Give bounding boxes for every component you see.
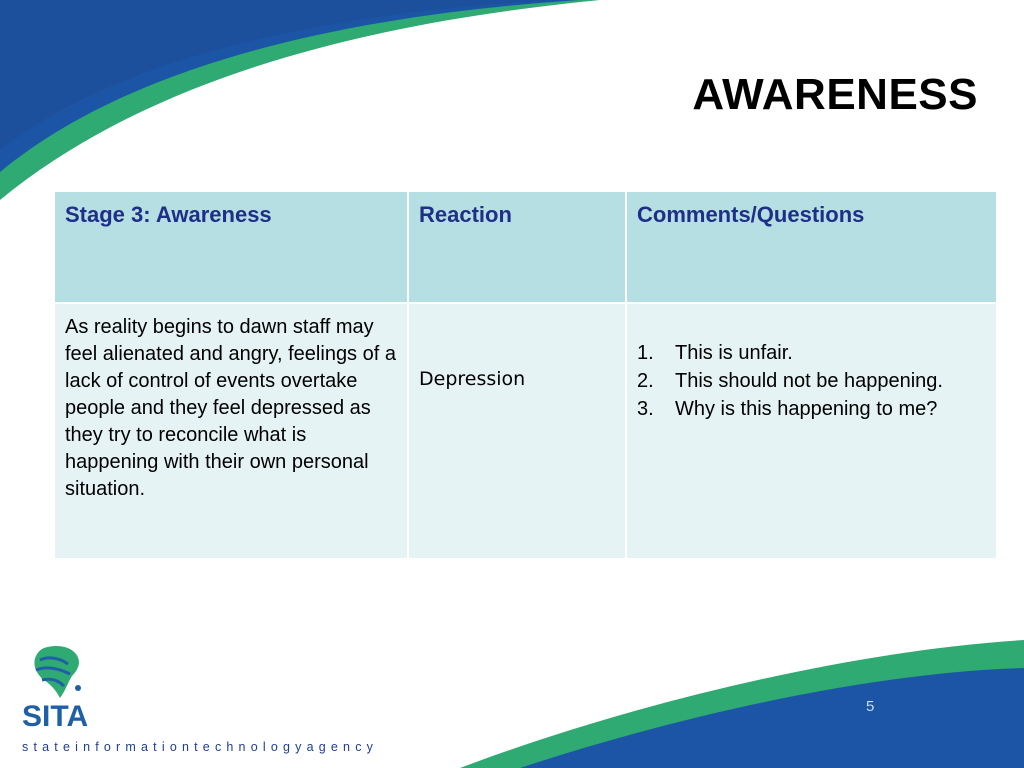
stage-description-cell	[54, 303, 408, 559]
list-item-text: Why is this happening to me?	[675, 398, 938, 420]
table-row	[54, 303, 997, 559]
header-stage: Stage 3: Awareness	[54, 191, 408, 303]
list-item-text: This is unfair.	[675, 342, 793, 364]
reaction-cell	[408, 303, 626, 559]
list-item-text: This should not be happening.	[675, 370, 943, 392]
list-item-number: 1.	[637, 342, 654, 364]
awareness-table	[53, 190, 998, 560]
logo-tagline: stateinformationtechnologyagency	[22, 740, 379, 754]
africa-emblem-icon	[26, 644, 96, 704]
header-comments: Comments/Questions	[626, 191, 997, 303]
list-item	[637, 395, 986, 423]
slide-title: AWARENESS	[692, 70, 978, 119]
table-header-row	[54, 191, 997, 303]
comments-cell	[626, 303, 997, 559]
page-number: 5	[866, 698, 875, 715]
stage-description: As reality begins to dawn staff may feel alienated and angry, feelings of a lack of control of events overtake people and they feel depressed as they try to reconcile what is happening with their own personal situation.	[65, 316, 396, 500]
header-reaction: Reaction	[408, 191, 626, 303]
list-item-number: 3.	[637, 398, 654, 420]
logo-name: SITA	[22, 700, 89, 733]
reaction-value: Depression	[419, 368, 526, 390]
comments-list	[637, 339, 986, 423]
list-item	[637, 367, 986, 395]
list-item	[637, 339, 986, 367]
sita-logo	[22, 644, 379, 758]
list-item-number: 2.	[637, 370, 654, 392]
